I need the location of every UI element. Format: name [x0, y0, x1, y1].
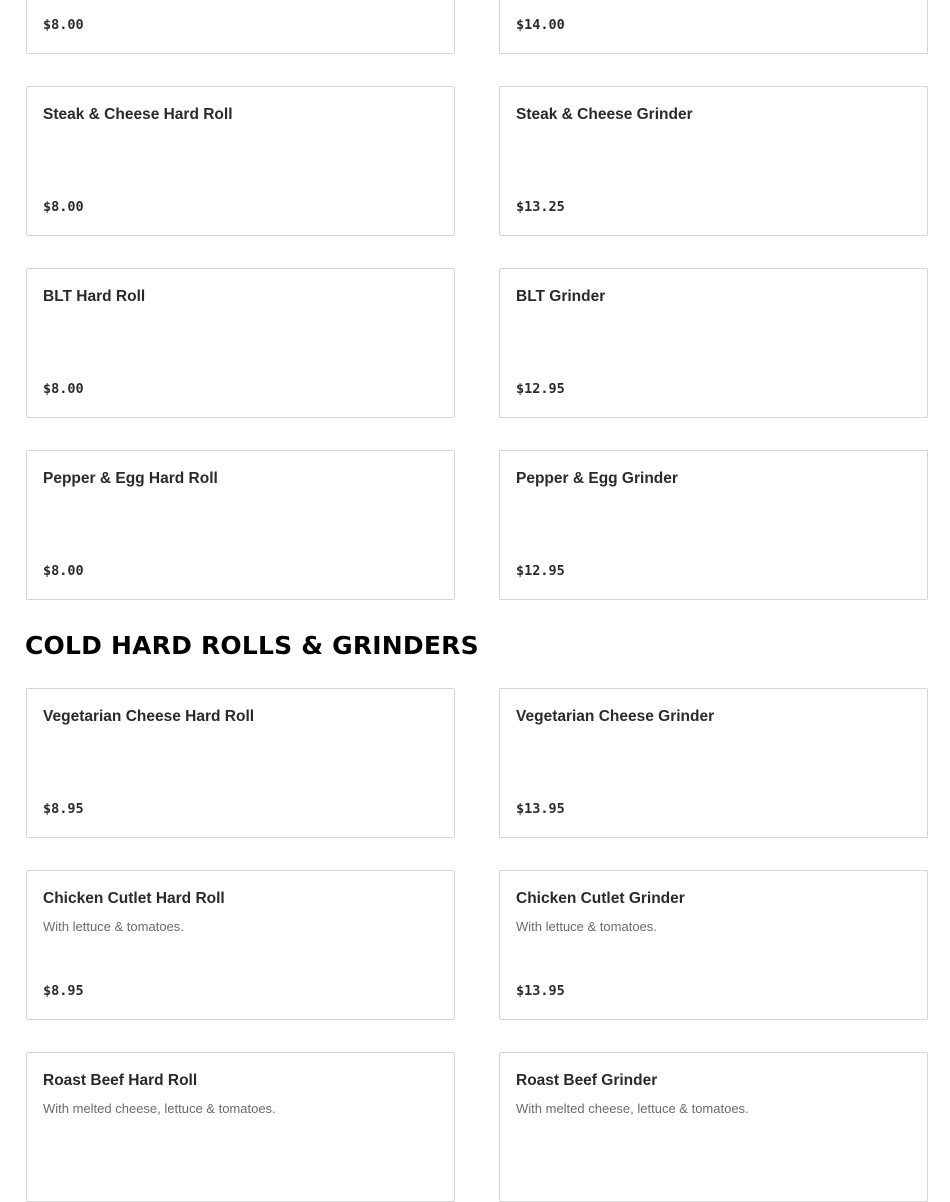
menu-item-name: Roast Beef Hard Roll — [43, 1072, 198, 1089]
menu-item-card[interactable] — [26, 688, 455, 838]
menu-item-price: $13.25 — [516, 199, 565, 215]
menu-item-card[interactable] — [499, 688, 928, 838]
menu-item-name: BLT Grinder — [516, 288, 606, 305]
menu-item-price: $8.95 — [43, 983, 84, 999]
menu-item-name: Vegetarian Cheese Grinder — [516, 708, 715, 725]
menu-item-price: $12.95 — [516, 381, 565, 397]
menu-item-description: With melted cheese, lettuce & tomatoes. — [516, 1101, 749, 1116]
menu-item-price: $12.95 — [516, 563, 565, 579]
menu-item-name: Pepper & Egg Grinder — [516, 470, 678, 487]
menu-item-card[interactable] — [499, 1052, 928, 1202]
menu-item-name: BLT Hard Roll — [43, 288, 146, 305]
menu-item-name: Pepper & Egg Hard Roll — [43, 470, 218, 487]
menu-item-price: $13.95 — [516, 983, 565, 999]
menu-item-name: Chicken Cutlet Hard Roll — [43, 890, 225, 907]
menu-item-name: Steak & Cheese Grinder — [516, 106, 693, 123]
menu-item-price: $8.00 — [43, 381, 84, 397]
section-title: COLD HARD ROLLS & GRINDERS — [25, 631, 479, 660]
menu-item-card[interactable] — [499, 450, 928, 600]
menu-item-price: $14.00 — [516, 17, 565, 33]
menu-item-card[interactable] — [26, 1052, 455, 1202]
menu-item-card[interactable] — [499, 268, 928, 418]
menu-item-card[interactable] — [26, 870, 455, 1020]
menu-item-name: Chicken Cutlet Grinder — [516, 890, 685, 907]
menu-item-name: Vegetarian Cheese Hard Roll — [43, 708, 255, 725]
menu-item-name: Steak & Cheese Hard Roll — [43, 106, 233, 123]
menu-item-description: With melted cheese, lettuce & tomatoes. — [43, 1101, 276, 1116]
menu-item-card[interactable] — [26, 86, 455, 236]
menu-item-price: $13.95 — [516, 801, 565, 817]
menu-item-card[interactable] — [26, 450, 455, 600]
menu-item-card[interactable] — [499, 0, 928, 54]
menu-item-card[interactable] — [499, 870, 928, 1020]
menu-item-price: $8.00 — [43, 199, 84, 215]
menu-item-price: $8.00 — [43, 563, 84, 579]
menu-item-card[interactable] — [26, 268, 455, 418]
menu-item-name: Roast Beef Grinder — [516, 1072, 658, 1089]
menu-item-description: With lettuce & tomatoes. — [43, 919, 184, 934]
menu-item-card[interactable] — [499, 86, 928, 236]
menu-item-price: $8.00 — [43, 17, 84, 33]
menu-item-price: $8.95 — [43, 801, 84, 817]
menu-item-card[interactable] — [26, 0, 455, 54]
menu-item-description: With lettuce & tomatoes. — [516, 919, 657, 934]
